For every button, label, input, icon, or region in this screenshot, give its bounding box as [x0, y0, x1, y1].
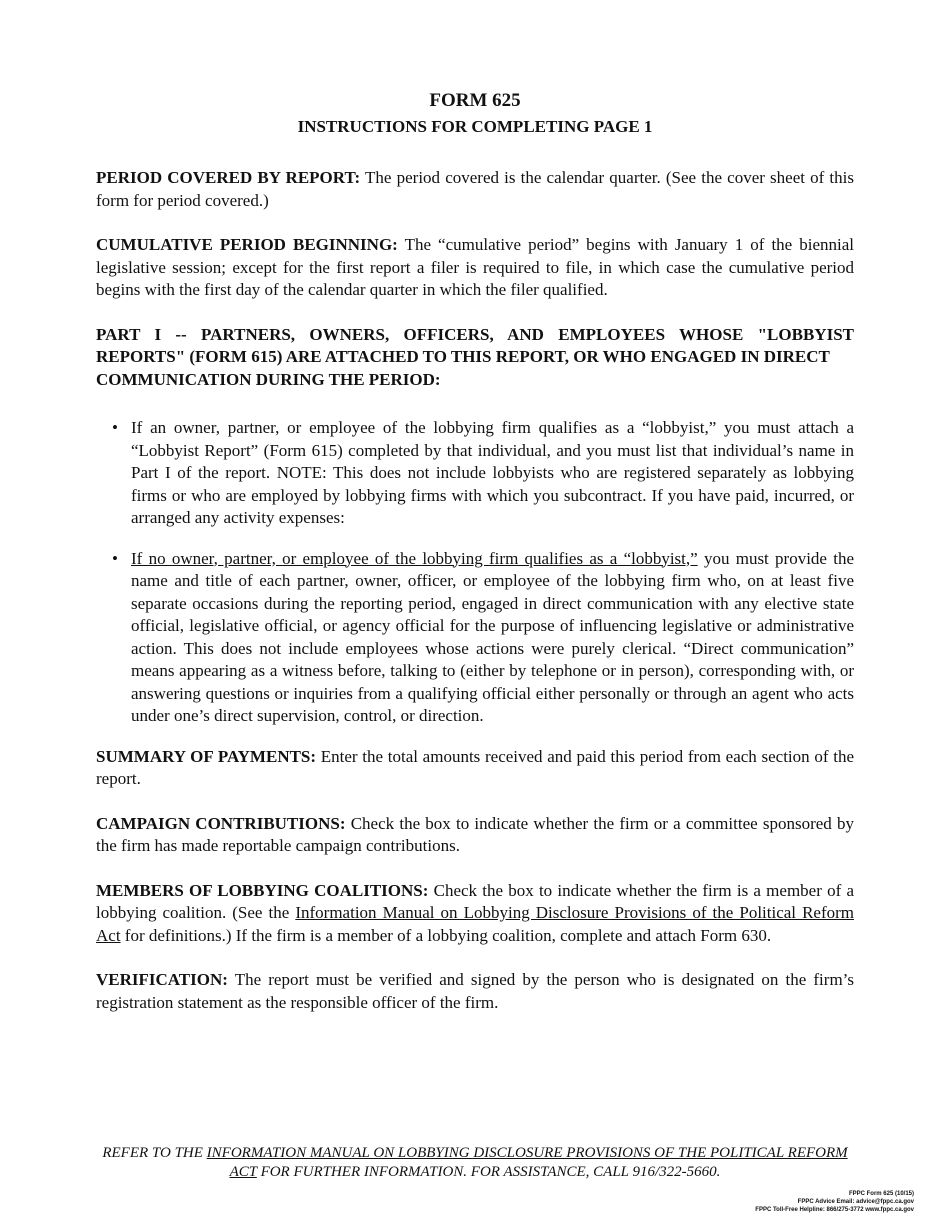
summary-of-payments-section — [96, 746, 854, 791]
cumulative-period-label: CUMULATIVE PERIOD BEGINNING: — [96, 235, 398, 254]
campaign-contributions-text: Check the box to indicate whether the firm or a committee sponsored by the firm has made reportable campaign contributions. — [96, 813, 854, 855]
cumulative-period-text: The “cumulative period” begins with January 1 of the biennial legislative session; except for the first report a filer is required to file, in which case the cumulative period begins with the first day of the calendar quarter in which the filer qualified. — [96, 235, 855, 299]
part-one-heading-line1: PART I -- PARTNERS, OWNERS, OFFICERS, AND EMPLOYEES WHOSE "LOBBYIST REPORTS" (FORM 615) ARE ATTACHED TO THIS REPORT, OR WHO ENGAGED IN DIRECT — [96, 324, 854, 366]
instructions-document — [96, 88, 854, 1036]
verification-section — [96, 969, 854, 1014]
part-one-heading-line2: COMMUNICATION DURING THE PERIOD: — [96, 369, 441, 389]
fppc-advice-email: FPPC Advice Email: advice@fppc.ca.gov — [797, 1199, 914, 1205]
members-of-coalitions-text-before: Check the box to indicate whether the firm is a member of a lobbying coalition. (See the — [96, 880, 855, 922]
summary-of-payments-label: SUMMARY OF PAYMENTS: — [96, 746, 317, 766]
campaign-contributions-label: CAMPAIGN CONTRIBUTIONS: — [96, 813, 346, 833]
bullet-text: you must provide the name and title of each partner, owner, officer, or employee of the lobbying firm who, on at least five separate occasions during the reporting period, engaged in direct communication with any elective state official, legislative official, or agency official for the purpose of influencing legislative or administrative action. This does not include employees whose actions were purely clerical. “Direct communication” means appearing as a witness before, talking to (either by telephone or in person), corresponding with, or answering questions or inquiries from a qualifying official either personally or through an agent who acts under one’s direct supervision, control, or direction. — [131, 548, 854, 725]
form-subtitle: INSTRUCTIONS FOR COMPLETING PAGE 1 — [297, 117, 653, 136]
period-covered-label: PERIOD COVERED BY REPORT: — [96, 168, 361, 187]
list-item — [96, 548, 854, 728]
summary-of-payments-text: Enter the total amounts received and paid this period from each section of the report. — [96, 746, 854, 788]
bullet-icon: • — [112, 548, 118, 568]
bullet-underlined-text: If no owner, partner, or employee of the lobbying firm qualifies as a “lobbyist,” — [131, 548, 698, 568]
footer-text-after: FOR FURTHER INFORMATION. FOR ASSISTANCE, CALL 916/322-5660. — [256, 1164, 721, 1180]
part-one-heading — [96, 324, 854, 392]
fppc-helpline: FPPC Toll-Free Helpline: 866/275-3772 www.fppc.ca.gov — [755, 1207, 914, 1213]
list-item — [96, 417, 854, 530]
members-of-coalitions-text-after: for definitions.) If the firm is a member of a lobbying coalition, complete and attach Form 630. — [120, 925, 772, 945]
footer-manual-link[interactable]: INFORMATION MANUAL ON LOBBYING DISCLOSURE PROVISIONS OF THE POLITICAL REFORM ACT — [206, 1145, 848, 1180]
verification-label: VERIFICATION: — [96, 970, 228, 989]
members-of-coalitions-section — [96, 880, 854, 948]
period-covered-section — [96, 167, 854, 212]
footer-note — [96, 1144, 854, 1182]
cumulative-period-section — [96, 234, 854, 302]
bullet-text: If an owner, partner, or employee of the lobbying firm qualifies as a “lobbyist,” you must attach a “Lobbyist Report” (Form 615) completed by that individual, and you must list that individual’s name in Part I of the report. NOTE: This does not include lobbyists who are registered separately as lobbying firms or who are employed by lobbying firms with which you subcontract. If you have paid, incurred, or arranged any activity expenses: — [131, 418, 854, 527]
fppc-contact-info — [755, 1190, 914, 1214]
part-one-bullet-list — [96, 417, 854, 728]
footer-text-before: REFER TO THE — [102, 1145, 207, 1161]
verification-text: The report must be verified and signed by the person who is designated on the firm’s registration statement as the responsible officer of the firm. — [96, 970, 854, 1012]
bullet-icon: • — [112, 418, 118, 437]
period-covered-text: The period covered is the calendar quarter. (See the cover sheet of this form for period covered.) — [96, 168, 854, 210]
fppc-form-version: FPPC Form 625 (10/15) — [848, 1191, 914, 1197]
information-manual-link[interactable]: Information Manual on Lobbying Disclosure Provisions of the Political Reform Act — [96, 903, 854, 945]
campaign-contributions-section — [96, 813, 854, 858]
members-of-coalitions-label: MEMBERS OF LOBBYING COALITIONS: — [96, 880, 429, 900]
form-title: FORM 625 — [429, 90, 521, 111]
